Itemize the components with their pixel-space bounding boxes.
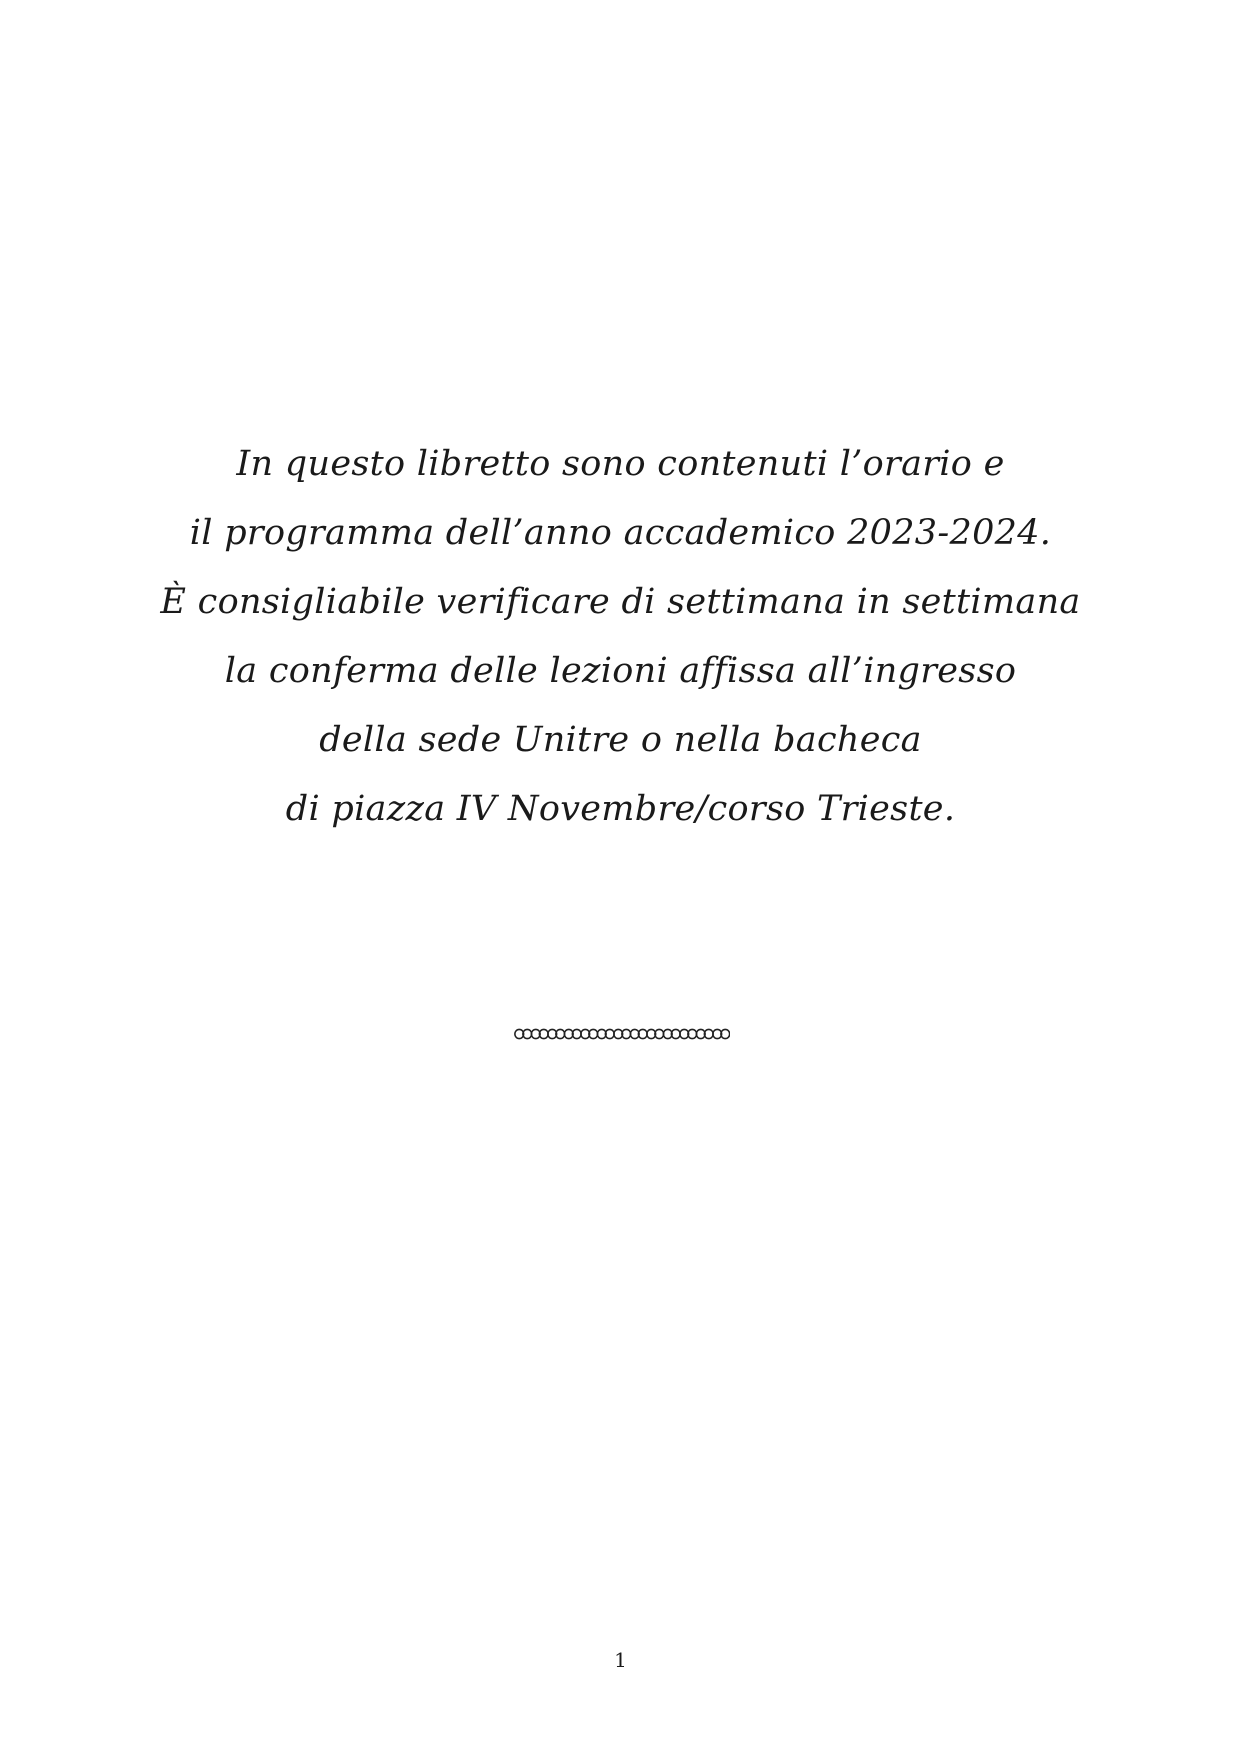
loop-motif [712,1029,729,1038]
decorative-divider [0,1022,1241,1046]
intro-paragraph [0,430,1241,844]
loop-motif [580,1029,597,1038]
loop-motif [547,1029,564,1038]
interlaced-loops-ornament-icon [512,1022,730,1046]
intro-line: della sede Unitre o nella bacheca [319,720,922,760]
loop-motif [564,1029,581,1038]
loop-motif [514,1029,531,1038]
intro-line: In questo libretto sono contenuti l’orario e [236,444,1005,484]
loop-motif [597,1029,614,1038]
intro-line: È consigliabile verificare di settimana in settimana [160,582,1081,622]
intro-line: il programma dell’anno accademico 2023-2024. [189,513,1052,553]
intro-line: la conferma delle lezioni affissa all’ingresso [224,651,1017,691]
loop-motif [630,1029,647,1038]
loop-motif [531,1029,548,1038]
loop-motif [663,1029,680,1038]
loop-motif [646,1029,663,1038]
loop-motif [679,1029,696,1038]
loop-motif [696,1029,713,1038]
page-number: 1 [614,1648,627,1672]
loop-motif [613,1029,630,1038]
intro-line: di piazza IV Novembre/corso Trieste. [285,789,956,829]
